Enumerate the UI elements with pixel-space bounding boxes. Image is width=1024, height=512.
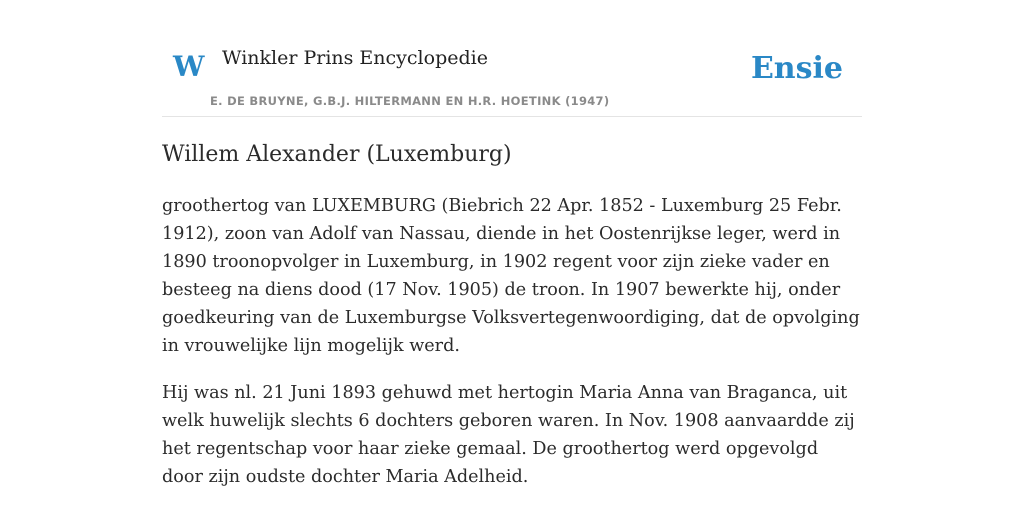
- source-header: [162, 0, 862, 117]
- source-authors: E. DE BRUYNE, G.B.J. HILTERMANN EN H.R. HOETINK (1947): [210, 94, 610, 108]
- source-title-link[interactable]: Winkler Prins Encyclopedie: [222, 47, 488, 69]
- article-paragraph: Hij was nl. 21 Juni 1893 gehuwd met hertogin Maria Anna van Braganca, uit welk huwelijk slechts 6 dochters geboren waren. In Nov. 1908 aanvaardde zij het regentschap voor haar zieke gemaal. De groothertog werd opgevolgd door zijn oudste dochter Maria Adelheid.: [162, 383, 855, 487]
- article-title: Willem Alexander (Luxemburg): [162, 142, 512, 167]
- article-paragraph: groothertog van LUXEMBURG (Biebrich 22 Apr. 1852 - Luxemburg 25 Febr. 1912), zoon van Adolf van Nassau, diende in het Oostenrijkse leger, werd in 1890 troonopvolger in Luxemburg, in 1902 regent voor zijn zieke vader en besteeg na diens dood (17 Nov. 1905) de troon. In 1907 bewerkte hij, onder goedkeuring van de Luxemburgse Volksvertegenwoordiging, dat de opvolging in vrouwelijke lijn mogelijk werd.: [162, 196, 860, 356]
- winkler-prins-logo[interactable]: W: [173, 50, 205, 83]
- article-body: [162, 192, 862, 510]
- ensie-logo[interactable]: Ensie: [750, 51, 843, 86]
